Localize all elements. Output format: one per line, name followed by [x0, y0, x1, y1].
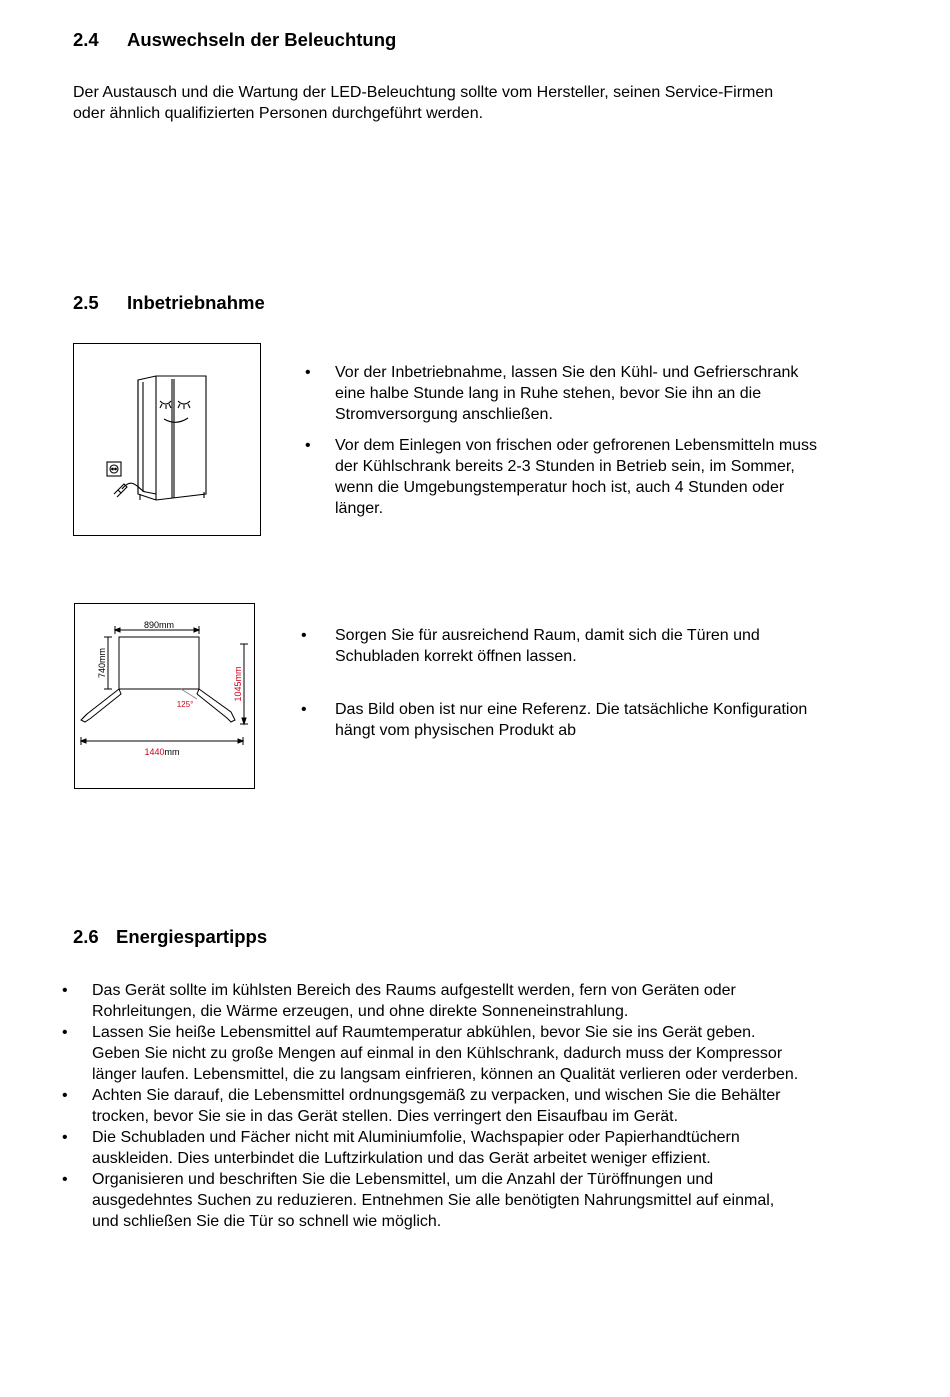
list-item-line: Sorgen Sie für ausreichend Raum, damit sich die Türen und: [335, 627, 760, 644]
fridge-standing-figure: [73, 343, 261, 536]
bullet-dot: •: [62, 982, 68, 999]
list-item: [62, 1127, 902, 1169]
section-title: Auswechseln der Beleuchtung: [127, 29, 397, 50]
list-item-line: Das Bild oben ist nur eine Referenz. Die tatsächliche Konfiguration: [335, 701, 808, 718]
list-item: [305, 362, 905, 425]
list-item: [301, 625, 905, 667]
bullet-dot: •: [62, 1129, 68, 1146]
paragraph-line: Der Austausch und die Wartung der LED-Beleuchtung sollte vom Hersteller, seinen Service-Firmen: [73, 84, 774, 101]
paragraph-line: oder ähnlich qualifizierten Personen durchgeführt werden.: [73, 105, 484, 122]
section-2-4-heading: [73, 29, 396, 51]
section-title: Energiespartipps: [116, 926, 268, 947]
overall-width-label: [144, 747, 179, 757]
depth-open-label: 1045mm: [233, 666, 243, 702]
bullet-dot: •: [301, 701, 307, 718]
list-item-line: Vor dem Einlegen von frischen oder gefrorenen Lebensmitteln muss: [335, 437, 818, 454]
list-item-line: Schubladen korrekt öffnen lassen.: [335, 648, 577, 665]
list-item-line: Rohrleitungen, die Wärme erzeugen, und ohne direkte Sonneneinstrahlung.: [92, 1003, 629, 1020]
list-item-line: trocken, bevor Sie sie in das Gerät stellen. Dies verringert den Eisaufbau im Gerät.: [92, 1108, 679, 1125]
clearance-dimensions-figure: [74, 603, 255, 789]
list-item: [62, 1022, 902, 1085]
section-title: Inbetriebnahme: [127, 292, 265, 313]
list-item-line: Geben Sie nicht zu große Mengen auf einmal in den Kühlschrank, dadurch muss der Kompressor: [92, 1045, 783, 1062]
bullet-dot: •: [62, 1171, 68, 1188]
list-item: [301, 699, 905, 741]
bullet-dot: •: [301, 627, 307, 644]
bullet-dot: •: [305, 437, 311, 454]
list-item: [305, 435, 905, 519]
startup-bullet-list: [305, 362, 905, 519]
section-2-6-heading: [73, 926, 267, 948]
section-number: 2.6: [73, 926, 99, 947]
overall-width-unit: mm: [164, 747, 180, 757]
section-number: 2.5: [73, 292, 99, 313]
list-item-line: auskleiden. Dies unterbindet die Luftzirkulation und das Gerät arbeitet weniger effizient.: [92, 1150, 711, 1167]
list-item: [62, 980, 902, 1022]
list-item-line: hängt vom physischen Produkt ab: [335, 722, 577, 739]
fridge-illustration: [74, 344, 260, 535]
depth-label: 740mm: [97, 647, 107, 679]
clearance-diagram: [75, 604, 254, 788]
section-2-4-paragraph: [73, 82, 773, 124]
list-item-line: wenn die Umgebungstemperatur hoch ist, auch 4 Stunden oder: [335, 479, 785, 496]
clearance-bullet-list: [301, 625, 905, 741]
list-item-line: Das Gerät sollte im kühlsten Bereich des Raums aufgestellt werden, fern von Geräten oder: [92, 982, 736, 999]
section-number: 2.4: [73, 29, 99, 50]
list-item-line: Organisieren und beschriften Sie die Lebensmittel, um die Anzahl der Türöffnungen und: [92, 1171, 714, 1188]
bullet-dot: •: [62, 1024, 68, 1041]
list-item-line: Achten Sie darauf, die Lebensmittel ordnungsgemäß zu verpacken, und wischen Sie die Behälter: [92, 1087, 781, 1104]
list-item-line: Lassen Sie heiße Lebensmittel auf Raumtemperatur abkühlen, bevor Sie sie ins Gerät geben.: [92, 1024, 756, 1041]
bullet-dot: •: [62, 1087, 68, 1104]
energy-tips-list: [62, 980, 902, 1232]
bullet-dot: •: [305, 364, 311, 381]
list-item-line: Die Schubladen und Fächer nicht mit Aluminiumfolie, Wachspapier oder Papierhandtüchern: [92, 1129, 740, 1146]
list-item: [62, 1085, 902, 1127]
width-label: 890mm: [143, 620, 175, 630]
list-item-line: länger.: [335, 500, 384, 517]
list-item: [62, 1169, 902, 1232]
list-item-line: Vor der Inbetriebnahme, lassen Sie den Kühl- und Gefrierschrank: [335, 364, 799, 381]
list-item-line: der Kühlschrank bereits 2-3 Stunden in Betrieb sein, im Sommer,: [335, 458, 795, 475]
list-item-line: Stromversorgung anschließen.: [335, 406, 553, 423]
door-angle-label: 125°: [176, 700, 194, 709]
list-item-line: und schließen Sie die Tür so schnell wie möglich.: [92, 1213, 442, 1230]
list-item-line: ausgedehntes Suchen zu reduzieren. Entnehmen Sie alle benötigten Nahrungsmittel auf einmal,: [92, 1192, 775, 1209]
section-2-5-heading: [73, 292, 265, 314]
overall-width-value: 1440: [144, 747, 165, 757]
list-item-line: länger laufen. Lebensmittel, die zu langsam einfrieren, können an Qualität verlieren oder verderben.: [92, 1066, 799, 1083]
list-item-line: eine halbe Stunde lang in Ruhe stehen, bevor Sie ihn an die: [335, 385, 762, 402]
